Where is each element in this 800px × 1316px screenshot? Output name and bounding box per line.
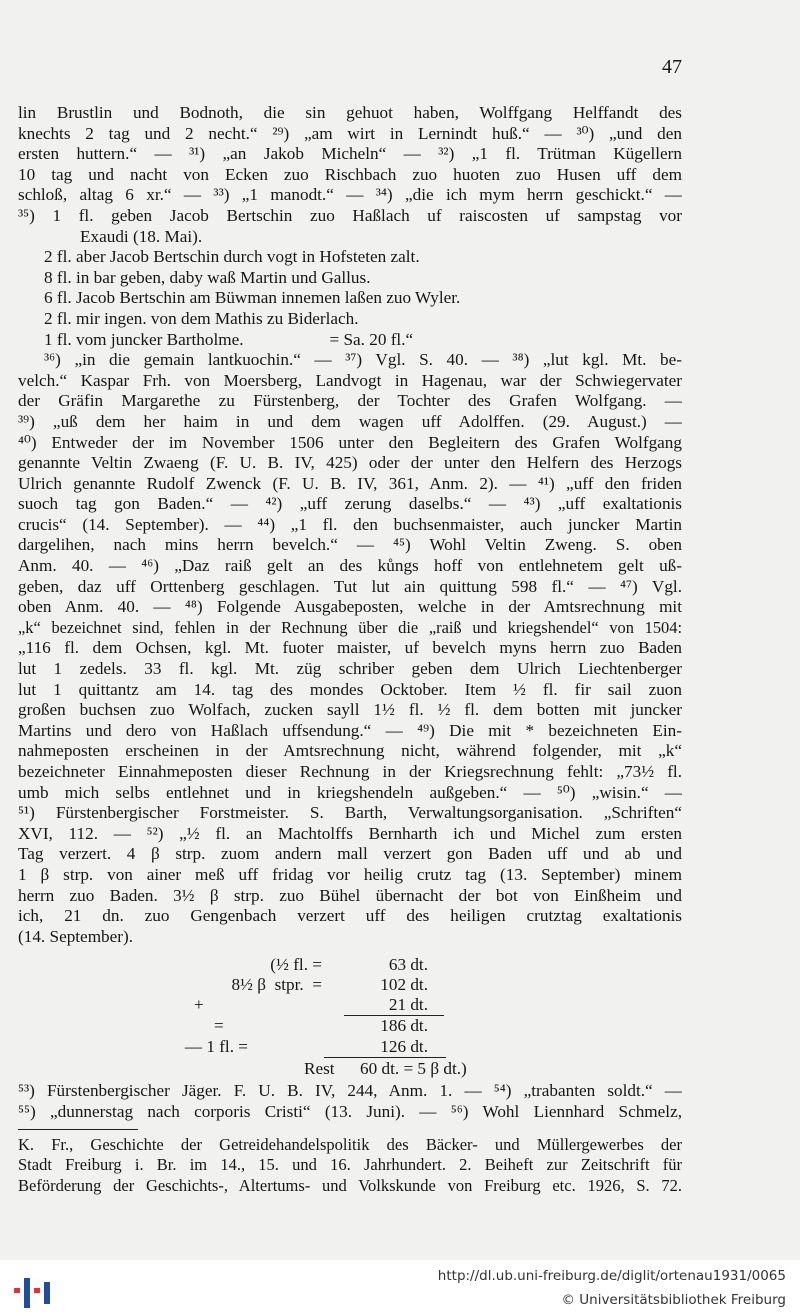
calc-right: 63 dt. <box>388 955 428 975</box>
text-line: bezeichneter Einnahmeposten dieser Rechnung in der Kriegsrechnung fehlt: „73½ fl. <box>18 762 682 781</box>
rest-rule <box>324 1057 446 1058</box>
text-line: ersten huttern.“ — ³¹) „an Jakob Micheln“ — ³²) „1 fl. Trütman Kügellern <box>18 144 682 164</box>
text-line: ⁴⁰) Entweder der im November 1506 unter den Begleitern des Grafen Wolfgang <box>18 432 682 452</box>
text-line: der Gräfin Margarethe zu Fürstenberg, der Tochter des Grafen Wolfgang. — <box>18 391 682 411</box>
text-line: lut 1 quittantz am 14. tag des mondes Ocktober. Item ½ fl. fir sail zuon <box>18 679 682 699</box>
text-line: Anm. 40. — ⁴⁶) „Daz raiß gelt an des kůngs hoff von entlehnetem gelt uß- <box>18 556 682 576</box>
calc-left: — 1 fl. = <box>184 1037 248 1057</box>
text-line: oben Anm. 40. — ⁴⁸) Folgende Ausgabeposten, welche in der Amtsrechnung mit <box>18 597 682 617</box>
page-number: 47 <box>662 56 682 78</box>
text-line: geben, daz uff Orttenberg geschlagen. Tut lut ain quittung 598 fl.“ — ⁴⁷) Vgl. <box>18 576 682 596</box>
text-line: ⁵³) Fürstenbergischer Jäger. F. U. B. IV, 244, Anm. 1. — ⁵⁴) „trabanten soldt.“ — <box>18 1081 682 1101</box>
text-line: 8 fl. in bar geben, daby waß Martin und Gallus. <box>44 267 371 287</box>
text-line: lin Brustlin und Bodnoth, die sin gehuot haben, Wolffgang Helffandt des <box>18 103 682 122</box>
body-text <box>18 103 682 1195</box>
text-line: lut 1 zedels. 33 fl. kgl. Mt. züg schriber geben dem Ulrich Liechtenberger <box>18 659 682 679</box>
calc-left: + <box>194 995 204 1015</box>
calc-left: = <box>214 1016 224 1036</box>
text-line: herrn zuo Baden. 3½ β strp. zuo Bühel übernacht der bot von Einßheim und <box>18 885 682 905</box>
text-line: Tag verzert. 4 β strp. zuom andern mall verzert gon Baden uff und ab und <box>18 844 682 864</box>
text-line: suoch tag gon Baden.“ — ⁴²) „uff zerung daselbs.“ — ⁴³) „uff exaltationis <box>18 494 682 514</box>
text-line: ich, 21 dn. zuo Gengenbach verzert uff des heiligen crutztag exaltationis <box>18 906 682 926</box>
calc-right: 21 dt. <box>388 995 428 1015</box>
text-line: 10 tag und nacht von Ecken zuo Rischbach zuo huoten zuo Husen uff dem <box>18 164 682 184</box>
text-line: XVI, 112. — ⁵²) „½ fl. an Machtolffs Bernharth ich und Michel zum ersten <box>18 823 682 843</box>
text-line: „k“ bezeichnet sind, fehlen in der Rechnung über die „raiß und kriegshendel“ von 1504: <box>18 617 682 637</box>
text-line: 2 fl. mir ingen. von dem Mathis zu Biderlach. <box>44 308 359 328</box>
calculation-table <box>18 951 682 1079</box>
calc-left: (½ fl. = <box>270 955 322 975</box>
calc-right: 186 dt. <box>380 1016 428 1036</box>
text-line: knechts 2 tag und 2 necht.“ ²⁹) „am wirt in Lernindt huß.“ — ³⁰) „und den <box>18 123 682 143</box>
calc-right: 60 dt. = 5 β dt.) <box>360 1059 467 1079</box>
text-line: ⁵⁵) „dunnerstag nach corporis Cristi“ (13. Juni). — ⁵⁶) Wohl Liennhard Schmelz, <box>18 1101 682 1121</box>
text-line: crucis“ (14. September). — ⁴⁴) „1 fl. den buchsenmaister, auch juncker Martin <box>18 514 682 534</box>
text-line: 2 fl. aber Jacob Bertschin durch vogt in Hofsteten zalt. <box>44 247 420 267</box>
library-logo-icon <box>10 1268 58 1312</box>
text-line: „116 fl. dem Ochsen, kgl. Mt. fuoter maister, uf bevelch myns herrn zuo Baden <box>18 638 682 658</box>
text-line: großen buchsen zuo Wolfach, zucken sayll 1½ fl. ½ fl. dem botten mit juncker <box>18 700 682 720</box>
calc-left: 8½ β stpr. = <box>231 975 322 995</box>
copyright-notice: © Universitätsbibliothek Freiburg <box>561 1292 786 1308</box>
text-line: nahmeposten erscheinen in der Amtsrechnung nicht, während folgender, mit „k“ <box>18 741 682 761</box>
text-line: Exaudi (18. Mai). <box>80 226 203 246</box>
text-line: ³⁵) 1 fl. geben Jacob Bertschin zuo Haßlach uf raiscosten uf sampstag vor <box>18 205 682 225</box>
text-line: ⁵¹) Fürstenbergischer Forstmeister. S. Barth, Verwaltungsorganisation. „Schriften“ <box>18 803 682 823</box>
citation-line: K. Fr., Geschichte der Getreidehandelspolitik des Bäcker- und Müllergewerbes der <box>18 1134 682 1154</box>
text-line: 1 β strp. von ainer meß uff fridag vor heilig crutz tag (13. September) minem <box>18 864 682 884</box>
permalink-url[interactable]: http://dl.ub.uni-freiburg.de/diglit/ortenau1931/0065 <box>437 1268 786 1284</box>
text-line: dargelihen, nach mins herrn bevelch.“ — ⁴⁵) Wohl Veltin Zweng. S. oben <box>18 535 682 555</box>
text-line: genannte Veltin Zwaeng (F. U. B. IV, 425) oder der unter den Helfern des Herzogs <box>18 453 682 473</box>
calc-right: 126 dt. <box>380 1037 428 1057</box>
text-line: ³⁶) „in die gemain lantkuochin.“ — ³⁷) Vgl. S. 40. — ³⁸) „lut kgl. Mt. be- <box>44 350 682 370</box>
citation-line: Stadt Freiburg i. Br. im 14., 15. und 16. Jahrhundert. 2. Beiheft zur Zeitschrift für <box>18 1155 682 1175</box>
text-line: (14. September). <box>18 926 134 946</box>
text-line: ³⁹) „uß dem her haim in und dem wagen uff Adolffen. (29. August.) — <box>18 411 682 431</box>
calc-right: 102 dt. <box>380 975 428 995</box>
text-line: umb mich selbs entlehnet und in kriegshendeln außgeben.“ — ⁵⁰) „wisin.“ — <box>18 782 682 802</box>
text-line: 1 fl. vom juncker Bartholme. = Sa. 20 fl.“ <box>44 329 414 349</box>
text-line: velch.“ Kaspar Frh. von Moersberg, Landvogt in Hagenau, war der Schwiegervater <box>18 370 682 390</box>
citation-rule <box>18 1129 138 1130</box>
citation-line: Beförderung der Geschichts-, Altertums- und Volkskunde von Freiburg etc. 1926, S. 72. <box>18 1175 682 1195</box>
text-line: Ulrich genannte Rudolf Zwenck (F. U. B. IV, 361, Anm. 2). — ⁴¹) „uff den friden <box>18 473 682 493</box>
footer-bar <box>0 1260 800 1316</box>
text-line: Martins und dero von Haßlach uffsendung.“ — ⁴⁹) Die mit * bezeichneten Ein- <box>18 720 682 740</box>
text-line: 6 fl. Jacob Bertschin am Büwman innemen laßen zuo Wyler. <box>44 288 461 308</box>
text-line: schloß, altag 6 xr.“ — ³³) „1 manodt.“ — ³⁴) „die ich mym herrn geschickt.“ — <box>18 185 682 205</box>
calc-left: Rest <box>304 1059 335 1079</box>
